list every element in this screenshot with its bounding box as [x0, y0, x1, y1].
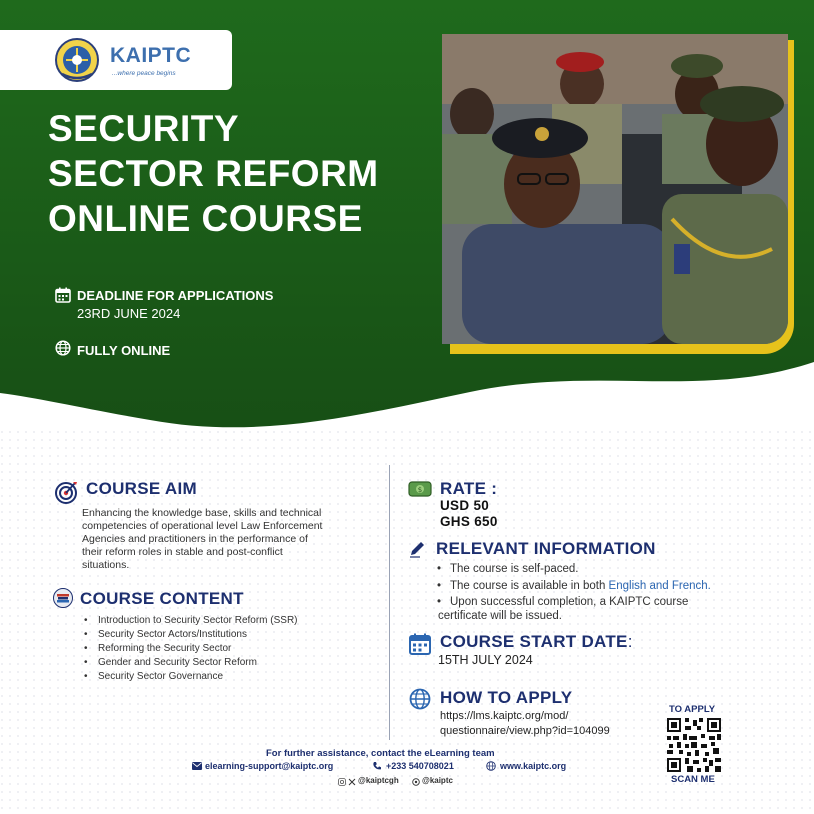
- calendar-icon: [409, 633, 431, 655]
- course-aim-title: COURSE AIM: [86, 479, 197, 498]
- course-aim-line: situations.: [82, 559, 130, 571]
- title-line-1: SECURITY: [48, 108, 240, 149]
- org-name: KAIPTC: [110, 44, 192, 67]
- course-aim-line: Agencies and practitioners in the performance of: [82, 533, 308, 545]
- email-icon: [192, 762, 202, 770]
- list-item: • Gender and Security Sector Reform: [82, 656, 298, 670]
- calendar-icon: [55, 287, 71, 303]
- svg-text:$: $: [417, 486, 423, 494]
- relevant-info-continuation: certificate will be issued.: [438, 610, 562, 622]
- course-content-list: [82, 614, 298, 684]
- language-highlight: English and French.: [608, 579, 711, 592]
- threads-icon: [412, 778, 420, 786]
- social-x-handle[interactable]: kaiptcgh: [365, 776, 399, 785]
- column-divider: [389, 465, 390, 740]
- start-date-value: 15TH JULY 2024: [438, 653, 533, 667]
- org-tagline: ...where peace begins: [112, 70, 176, 77]
- course-content-title: COURSE CONTENT: [80, 589, 244, 608]
- qr-bottom-label: SCAN ME: [671, 774, 715, 785]
- footer-phone[interactable]: +233 540708021: [386, 761, 454, 771]
- relevant-info-list: [434, 561, 711, 611]
- money-icon: [408, 480, 432, 498]
- phone-icon: [372, 761, 382, 771]
- list-item: • Introduction to Security Sector Reform (SSR): [82, 614, 298, 628]
- start-date-title: [440, 632, 633, 652]
- list-item: • Reforming the Security Sector: [82, 642, 298, 656]
- apply-url-line[interactable]: questionnaire/view.php?id=104099: [440, 725, 610, 737]
- pen-icon: [408, 540, 426, 558]
- title-line-2: SECTOR REFORM: [48, 153, 379, 194]
- footer-email[interactable]: elearning-support@kaiptc.org: [205, 761, 334, 771]
- footer-assist: For further assistance, contact the eLearning team: [266, 748, 495, 759]
- instagram-icon: [338, 778, 346, 786]
- kaiptc-emblem-icon: [52, 36, 102, 84]
- course-aim-line: Enhancing the knowledge base, skills and technical: [82, 507, 322, 519]
- books-icon: [53, 588, 73, 608]
- main-title: [48, 106, 448, 241]
- list-item: [434, 578, 711, 595]
- globe-icon: [409, 688, 431, 710]
- deadline-date: 23RD JUNE 2024: [77, 306, 181, 321]
- footer-social-x[interactable]: @kaiptcgh: [358, 776, 399, 785]
- social-threads-handle[interactable]: kaiptc: [429, 776, 453, 785]
- list-item: • Upon successful completion, a KAIPTC course: [434, 594, 711, 611]
- course-aim-text: [82, 507, 382, 572]
- officers-photo-illustration: [442, 34, 788, 344]
- course-aim-line: competencies of operational level Law Enforcement: [82, 520, 323, 532]
- list-item: • The course is self-paced.: [434, 561, 711, 578]
- rate-title: RATE :: [440, 479, 498, 498]
- globe-icon: [55, 340, 71, 356]
- language-text: The course is available in both: [450, 579, 609, 592]
- qr-top-label: TO APPLY: [669, 704, 716, 715]
- course-aim-line: their reform roles in stable and post-conflict: [82, 546, 283, 558]
- course-mode: FULLY ONLINE: [77, 343, 171, 358]
- rate-usd: USD 50: [440, 498, 490, 513]
- how-to-apply-title: HOW TO APPLY: [440, 688, 573, 707]
- list-item: • Security Sector Actors/Institutions: [82, 628, 298, 642]
- title-line-3: ONLINE COURSE: [48, 198, 363, 239]
- rate-ghs: GHS 650: [440, 514, 498, 529]
- apply-url-line[interactable]: https://lms.kaiptc.org/mod/: [440, 710, 569, 722]
- target-icon: [54, 480, 78, 504]
- qr-code-icon[interactable]: [667, 718, 721, 772]
- start-date-colon: :: [627, 632, 633, 651]
- apply-url[interactable]: [440, 709, 610, 739]
- deadline-label: DEADLINE FOR APPLICATIONS: [77, 288, 274, 303]
- start-date-title-text: COURSE START DATE: [440, 632, 628, 651]
- logo-card: [0, 30, 232, 90]
- footer-social-threads[interactable]: @kaiptc: [422, 776, 453, 785]
- course-photo: [442, 34, 788, 344]
- x-icon: [348, 778, 356, 786]
- relevant-info-title: RELEVANT INFORMATION: [436, 539, 656, 558]
- globe-icon: [486, 761, 496, 771]
- list-item: • Security Sector Governance: [82, 670, 298, 684]
- footer-website[interactable]: www.kaiptc.org: [500, 761, 567, 771]
